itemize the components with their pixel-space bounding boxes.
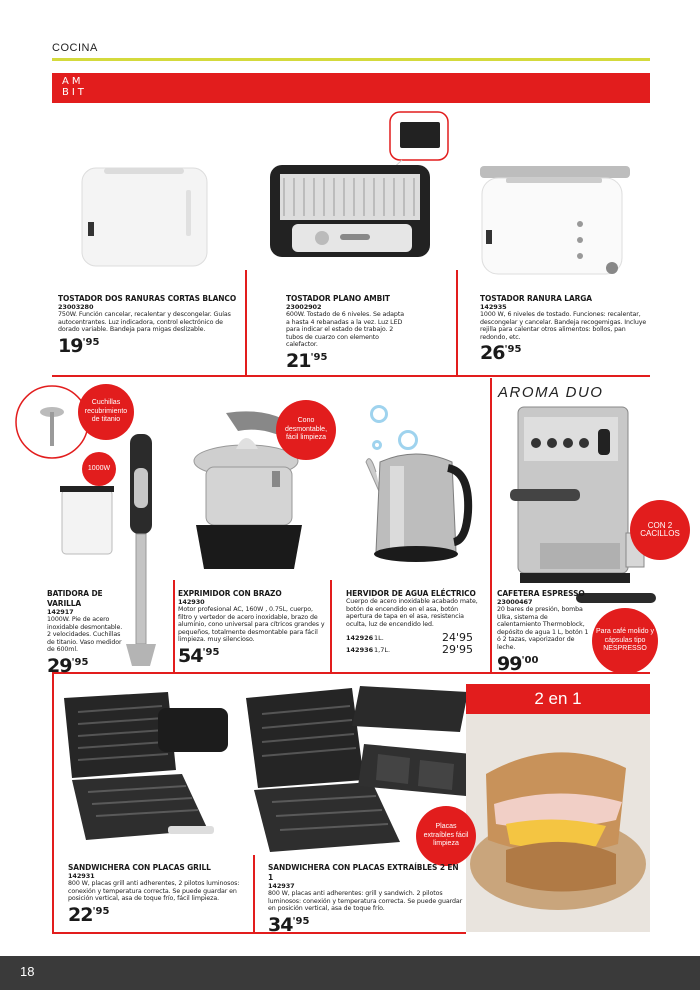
product-toaster-short	[58, 293, 240, 360]
product-name: HERVIDOR DE AGUA ELÉCTRICO	[346, 588, 476, 598]
product-toaster-flat	[286, 293, 406, 375]
section-title: COCINA	[52, 42, 98, 54]
product-name: CAFETERA ESPRESSO	[497, 588, 585, 598]
variant-row: 142926 1L. 24'95	[346, 631, 474, 645]
variant-row: 142936 1,7L. 29'95	[346, 643, 474, 657]
product-sandwich-grill	[68, 862, 250, 929]
product-desc: 750W. Función cancelar, recalentar y descongelar. Guías autocentrantes. Luz indicadora, control electrónico de dorado variable. Bandeja para migas deslizable.	[58, 311, 231, 334]
bubble	[370, 405, 388, 423]
footer-bar	[0, 956, 700, 990]
divider	[173, 580, 175, 672]
product-name: SANDWICHERA CON PLACAS GRILL	[68, 862, 211, 872]
product-name: TOSTADOR RANURA LARGA	[480, 293, 592, 303]
cone-badge: Cono desmontable, fácil limpieza	[276, 400, 336, 460]
page-number: 18	[20, 964, 35, 979]
product-desc: 800 W, placas anti adherentes: grill y sandwich. 2 pilotos luminosos: conexión y temperatura correcta. Se puede guardar en posición vertical, asa de toque frío.	[268, 890, 463, 913]
product-name: TOSTADOR PLANO AMBIT	[286, 293, 390, 303]
price: $19^{'95}$	[58, 334, 100, 357]
two-in-one-banner: 2 en 1	[466, 684, 650, 714]
product-ref: 142931	[68, 872, 95, 880]
divider	[253, 855, 255, 933]
product-hand-blender	[47, 588, 123, 680]
product-sandwich-2in1	[268, 862, 464, 939]
product-desc: 1000 W, 6 niveles de tostado. Funciones: recalentar, descongelar y cancelar. Bandeja recogemigas. Incluye rejilla para calentar otros alimentos: bollos, pan redondo, etc.	[480, 311, 647, 341]
bubble	[398, 430, 418, 450]
product-juicer	[178, 588, 328, 670]
price: $34^{'95}$	[268, 913, 310, 936]
divider	[245, 270, 247, 375]
espresso-machine-image	[500, 403, 645, 608]
product-desc: 600W. Tostado de 6 niveles. Se adapta a hasta 4 rebanadas a la vez. Luz LED para indicar el estado de trabajo. 2 tubos de cuarzo con elemento calefactor.	[286, 311, 404, 349]
price: $22^{'95}$	[68, 903, 110, 926]
sandwich-maker-grill-image	[58, 688, 238, 848]
product-desc: Motor profesional AC, 160W , 0.75L, cuerpo, filtro y vertedor de acero inoxidable, brazo de aluminio, cono universal para cítricos grandes y pequeños, totalmente desmontable para fácil limpieza. muy silencioso.	[178, 606, 325, 644]
divider	[52, 672, 54, 934]
product-ref: 23000467	[497, 598, 533, 606]
header-rule	[52, 58, 650, 61]
product-ref: 142937	[268, 882, 295, 890]
product-kettle	[346, 588, 480, 658]
price: $29^{'95}$	[47, 654, 89, 677]
product-desc: 20 bares de presión, bomba Ulka, sistema de calentamiento Thermoblock, depósito de agua 1 L, botón 1 ó 2 tazas, vaporizador de leche.	[497, 606, 589, 651]
toaster-long-image	[476, 160, 636, 280]
capsules-badge: Para café molido y cápsulas tipo NESPRESSO	[592, 608, 658, 674]
product-ref: 142935	[480, 303, 507, 311]
kettle-variants	[346, 631, 480, 658]
product-name: EXPRIMIDOR CON BRAZO	[178, 588, 282, 598]
price: $54^{'95}$	[178, 644, 220, 667]
price: $99^{'00}$	[497, 652, 539, 675]
product-name: BATIDORA DE VARILLA	[47, 588, 103, 608]
product-name: TOSTADOR DOS RANURAS CORTAS BLANCO	[58, 293, 237, 303]
grilled-sandwich-image	[466, 714, 650, 932]
product-toaster-long	[480, 293, 652, 367]
product-ref: 142917	[47, 608, 74, 616]
price: $21^{'95}$	[286, 349, 328, 372]
product-ref: 23003280	[58, 303, 94, 311]
bubble	[372, 440, 382, 450]
ambit-logo: AM BIT	[62, 76, 87, 98]
removable-plates-badge: Placas extraíbles fácil limpieza	[416, 806, 476, 866]
product-ref: 142930	[178, 598, 205, 606]
divider	[456, 270, 458, 375]
product-name: SANDWICHERA CON PLACAS EXTRAÍBLES 2 EN 1	[268, 862, 459, 882]
toaster-white-image	[70, 160, 220, 270]
product-desc: 1000W. Pie de acero inoxidable desmontable. 2 velocidades. Cuchillas de titanio. Vaso medidor de 600ml.	[47, 616, 123, 654]
product-desc: 800 W, placas grill anti adherentes, 2 pilotos luminosos: conexión y temperatura correcta. Se puede guardar en posición vertical, asa de toque frío, fácil limpieza.	[68, 880, 240, 903]
aroma-duo-label: AROMA DUO	[498, 384, 604, 401]
product-desc: Cuerpo de acero inoxidable acabado mate, botón de encendido en el asa, botón apertura de tapa en el asa, resistencia oculta, luz de encendido led.	[346, 598, 478, 628]
product-espresso	[497, 588, 589, 678]
watts-badge: 1000W	[82, 452, 116, 486]
price: $26^{'95}$	[480, 342, 522, 365]
toaster-flat-image	[262, 110, 452, 280]
two-filters-badge: CON 2 CACILLOS	[630, 500, 690, 560]
brand-bar	[52, 73, 650, 103]
product-ref: 23002902	[286, 303, 322, 311]
kettle-image	[360, 402, 475, 577]
divider	[490, 378, 492, 672]
divider	[52, 375, 650, 377]
divider	[330, 580, 332, 672]
blades-badge: Cuchillas recubrimiento de titanio	[78, 384, 134, 440]
